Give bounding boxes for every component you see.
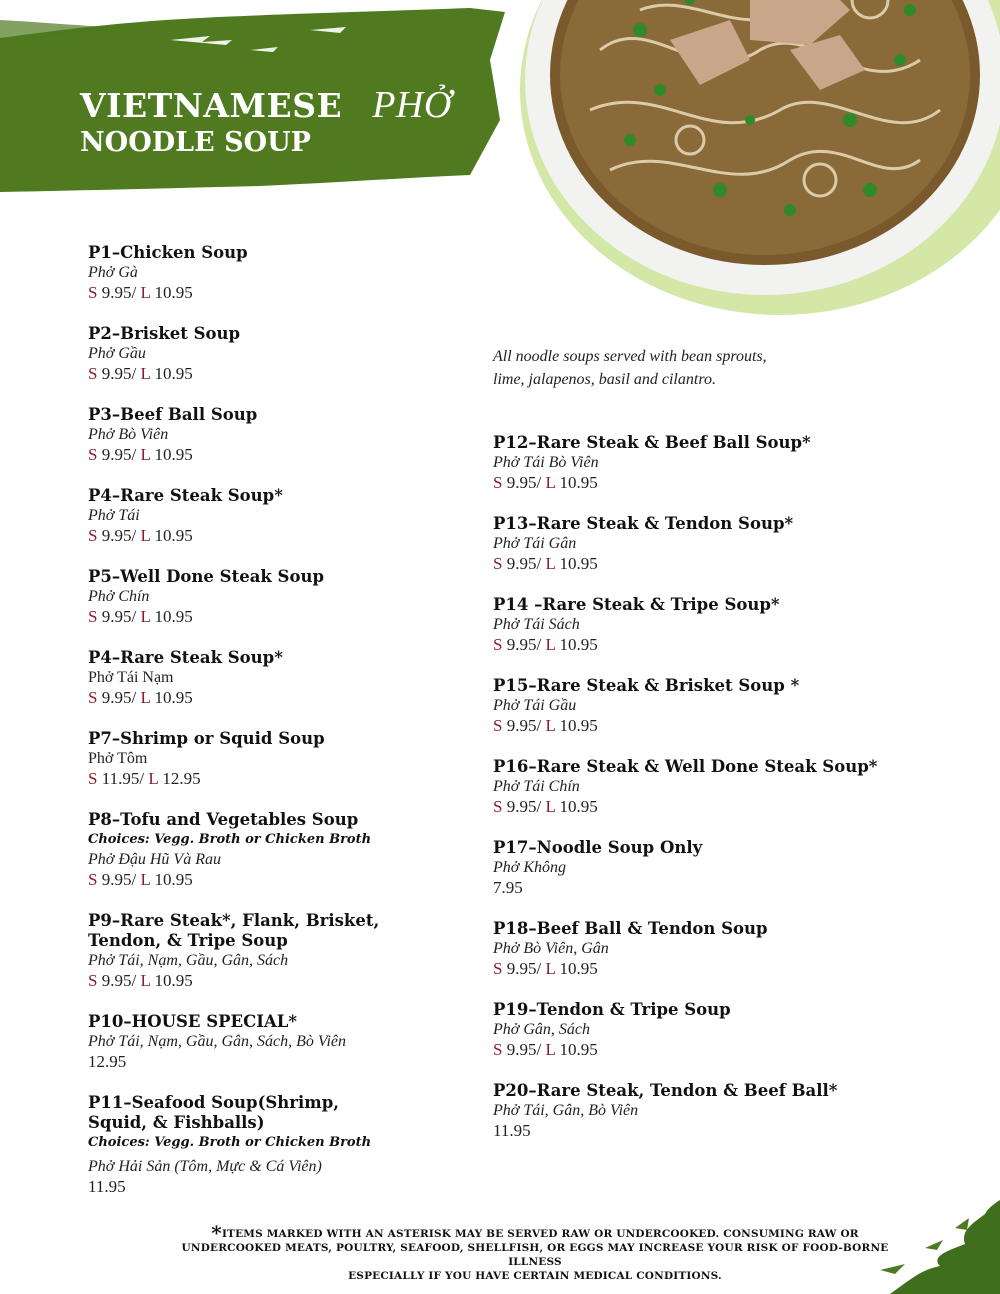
item-price: 7.95 [493, 878, 523, 897]
serving-note [493, 345, 813, 391]
item-price: S 9.95/ L 10.95 [88, 870, 193, 889]
menu-item [493, 514, 913, 595]
menu-item [493, 1000, 913, 1081]
menu-item [493, 433, 913, 514]
title-vietnamese: VIETNAMESE [80, 86, 343, 125]
item-price: S 9.95/ L 10.95 [88, 526, 193, 545]
menu-item [88, 810, 468, 911]
item-vietnamese-name: Phở Tái Chín [493, 778, 580, 795]
item-name: P11–Seafood Soup(Shrimp, [88, 1093, 339, 1112]
item-name: P19–Tendon & Tripe Soup [493, 1000, 731, 1019]
item-price: 11.95 [88, 1177, 126, 1196]
item-name: P15–Rare Steak & Brisket Soup * [493, 676, 800, 695]
item-price: 12.95 [88, 1052, 127, 1071]
herb-leaf-decoration [870, 1200, 1000, 1294]
menu-item [493, 1081, 913, 1141]
item-name: P3–Beef Ball Soup [88, 405, 258, 424]
menu-item [493, 919, 913, 1000]
menu-item [493, 757, 913, 838]
item-name: P9–Rare Steak*, Flank, Brisket, [88, 911, 380, 930]
item-name-continued: Tendon, & Tripe Soup [88, 931, 288, 950]
item-price: S 11.95/ L 12.95 [88, 769, 201, 788]
item-name: P2–Brisket Soup [88, 324, 241, 343]
item-name: P10–HOUSE SPECIAL* [88, 1012, 297, 1031]
item-name: P16–Rare Steak & Well Done Steak Soup* [493, 757, 878, 776]
menu-column-right [493, 433, 913, 1141]
item-name: P8–Tofu and Vegetables Soup [88, 810, 359, 829]
item-price: S 9.95/ L 10.95 [88, 445, 193, 464]
item-broth-choices: Choices: Vegg. Broth or Chicken Broth [88, 832, 372, 847]
serving-note-line: lime, jalapenos, basil and cilantro. [493, 371, 716, 388]
title-noodle-soup: NOODLE SOUP [80, 127, 311, 158]
menu-item [88, 1093, 468, 1197]
item-vietnamese-name: Phở Bò Viên, Gân [493, 940, 609, 957]
item-name: P20–Rare Steak, Tendon & Beef Ball* [493, 1081, 838, 1100]
menu-item [88, 911, 468, 1012]
menu-item [88, 567, 468, 648]
item-price: S 9.95/ L 10.95 [493, 959, 598, 978]
title-pho: PHỞ [372, 84, 452, 126]
menu-item [88, 243, 468, 324]
item-name: P5–Well Done Steak Soup [88, 567, 325, 586]
item-vietnamese-name: Phở Tái Nạm [88, 669, 174, 686]
item-name: P7–Shrimp or Squid Soup [88, 729, 325, 748]
item-price: S 9.95/ L 10.95 [88, 364, 193, 383]
item-price: S 9.95/ L 10.95 [493, 635, 598, 654]
item-name: P17–Noodle Soup Only [493, 838, 703, 857]
disclaimer-line: ITEMS MARKED WITH AN ASTERISK MAY BE SERVED RAW OR UNDERCOOKED. CONSUMING RAW OR [221, 1228, 859, 1240]
item-price: S 9.95/ L 10.95 [88, 688, 193, 707]
item-name: P1–Chicken Soup [88, 243, 248, 262]
item-price: S 9.95/ L 10.95 [493, 716, 598, 735]
disclaimer-line: UNDERCOOKED MEATS, POULTRY, SEAFOOD, SHELLFISH, OR EGGS MAY INCREASE YOUR RISK OF FOOD-BORNE ILLNESS [181, 1242, 889, 1268]
menu-item [88, 324, 468, 405]
item-vietnamese-name: Phở Tái Gân [493, 535, 577, 552]
menu-item [493, 838, 913, 919]
item-price: S 9.95/ L 10.95 [493, 473, 598, 492]
item-vietnamese-name: Phở Hải Sản (Tôm, Mực & Cá Viên) [88, 1158, 322, 1175]
menu-item [88, 486, 468, 567]
item-name: P18–Beef Ball & Tendon Soup [493, 919, 768, 938]
item-vietnamese-name: Phở Gà [88, 264, 138, 281]
menu-item [493, 595, 913, 676]
item-price: S 9.95/ L 10.95 [88, 607, 193, 626]
item-vietnamese-name: Phở Không [493, 859, 566, 876]
item-name: P13–Rare Steak & Tendon Soup* [493, 514, 794, 533]
item-vietnamese-name: Phở Tái Bò Viên [493, 454, 599, 471]
raw-food-disclaimer [160, 1221, 910, 1283]
item-vietnamese-name: Phở Tái, Nạm, Gầu, Gân, Sách, Bò Viên [88, 1033, 346, 1050]
item-price: S 9.95/ L 10.95 [493, 797, 598, 816]
menu-column-left [88, 243, 468, 1197]
item-broth-choices: Choices: Vegg. Broth or Chicken Broth [88, 1135, 372, 1150]
item-price: S 9.95/ L 10.95 [493, 554, 598, 573]
serving-note-line: All noodle soups served with bean sprouts, [493, 348, 767, 365]
item-vietnamese-name: Phở Đậu Hũ Và Rau [88, 851, 221, 868]
asterisk-mark: * [211, 1221, 222, 1245]
disclaimer-line: ESPECIALLY IF YOU HAVE CERTAIN MEDICAL CONDITIONS. [348, 1270, 722, 1282]
item-vietnamese-name: Phở Gầu [88, 345, 146, 362]
item-vietnamese-name: Phở Chín [88, 588, 150, 605]
item-name: P4–Rare Steak Soup* [88, 486, 283, 505]
pho-bowl-image [490, 0, 1000, 320]
menu-item [493, 676, 913, 757]
item-name-continued: Squid, & Fishballs) [88, 1113, 265, 1132]
item-vietnamese-name: Phở Tôm [88, 750, 148, 767]
menu-item [88, 648, 468, 729]
item-vietnamese-name: Phở Tái, Gân, Bò Viên [493, 1102, 639, 1119]
menu-item [88, 405, 468, 486]
menu-item [88, 1012, 468, 1093]
item-name: P12–Rare Steak & Beef Ball Soup* [493, 433, 811, 452]
item-vietnamese-name: Phở Bò Viên [88, 426, 169, 443]
item-vietnamese-name: Phở Tái Gầu [493, 697, 577, 714]
item-vietnamese-name: Phở Tái Sách [493, 616, 580, 633]
menu-title [80, 85, 452, 160]
item-name: P14 –Rare Steak & Tripe Soup* [493, 595, 780, 614]
item-vietnamese-name: Phở Gân, Sách [493, 1021, 590, 1038]
item-price: S 9.95/ L 10.95 [493, 1040, 598, 1059]
menu-item [88, 729, 468, 810]
item-name: P4–Rare Steak Soup* [88, 648, 283, 667]
item-price: S 9.95/ L 10.95 [88, 971, 193, 990]
item-price: 11.95 [493, 1121, 531, 1140]
item-vietnamese-name: Phở Tái, Nạm, Gầu, Gân, Sách [88, 952, 289, 969]
item-price: S 9.95/ L 10.95 [88, 283, 193, 302]
item-vietnamese-name: Phở Tái [88, 507, 140, 524]
